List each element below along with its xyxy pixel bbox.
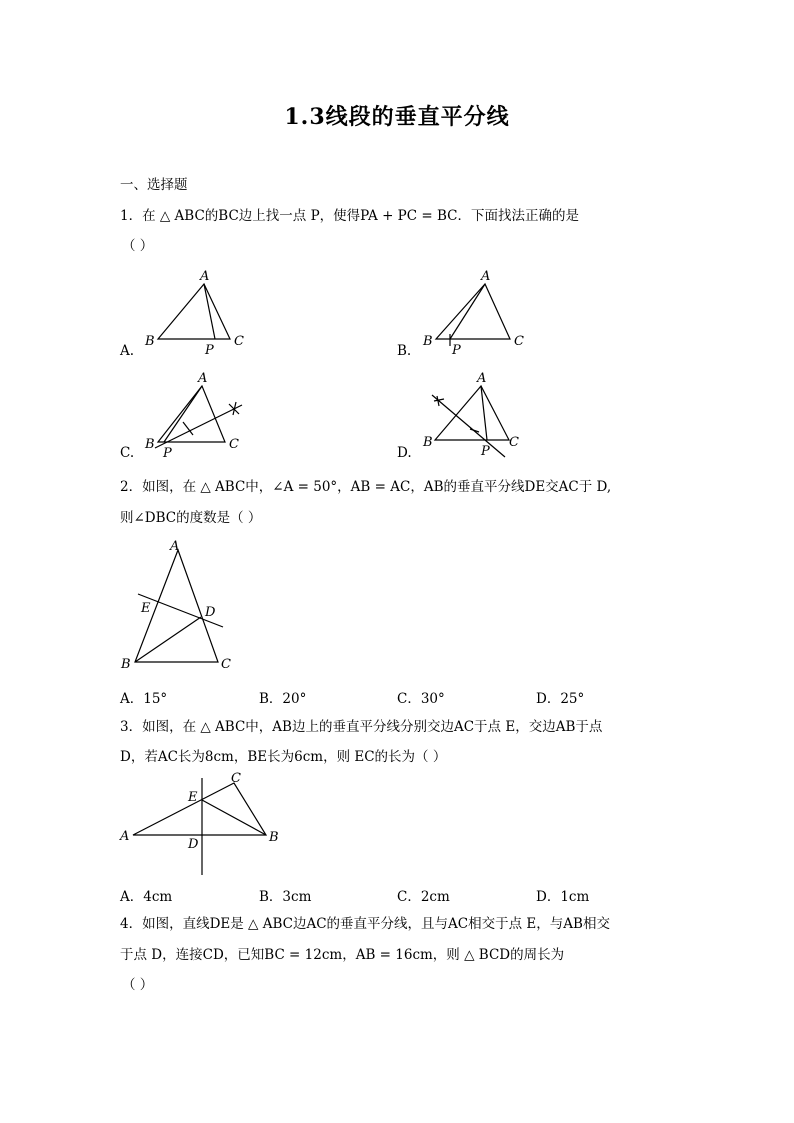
section-heading: 一、选择题 — [120, 177, 188, 193]
label-c: C — [509, 435, 519, 450]
segment-ap — [481, 386, 487, 440]
label-e: E — [141, 601, 151, 616]
q3-option-a: A．4cm — [120, 889, 173, 905]
label-p: P — [452, 343, 461, 358]
label-c: C — [514, 334, 524, 349]
label-a: A — [477, 371, 487, 386]
bisector-line — [432, 395, 505, 457]
q1-text-line2: （ ） — [122, 238, 154, 254]
label-d: D — [188, 837, 199, 852]
q4-text-line1: 4．如图，直线DE是 △ ABC边AC的垂直平分线，且与AC相交于点 E，与AB相交 — [120, 916, 610, 932]
label-c: C — [221, 657, 231, 672]
label-a: A — [200, 269, 210, 284]
q2-text-line2: 则∠DBC的度数是（ ） — [120, 510, 262, 526]
label-b: B — [269, 830, 279, 845]
label-b: B — [145, 334, 155, 349]
q4-text-line2: 于点 D，连接CD，已知BC = 12cm，AB = 16cm，则 △ BCD的周长为 — [120, 947, 565, 963]
q3-text-line2: D，若AC长为8cm，BE长为6cm，则 EC的长为（ ） — [120, 749, 447, 765]
q1-option-c-figure — [140, 370, 260, 465]
label-c: C — [229, 437, 239, 452]
q1-text-line1: 1．在 △ ABC的BC边上找一点 P，使得PA + PC = BC．下面找法正确的是 — [120, 208, 579, 224]
q1-option-d-figure — [417, 370, 537, 465]
triangle-abc — [436, 284, 510, 339]
label-b: B — [423, 435, 433, 450]
q1-option-a-figure — [140, 268, 260, 363]
triangle-abc — [435, 386, 509, 440]
q3-option-d: D．1cm — [536, 889, 590, 905]
segment-ap — [204, 284, 215, 339]
label-e: E — [188, 790, 198, 805]
q2-option-b: B．20° — [259, 691, 307, 707]
q3-option-b: B．3cm — [259, 889, 312, 905]
label-a: A — [170, 539, 180, 554]
label-p: P — [163, 446, 172, 461]
q2-option-c: C．30° — [397, 691, 445, 707]
label-c: C — [231, 771, 241, 786]
q1-option-a-label: A. — [120, 343, 135, 359]
q3-option-c: C．2cm — [397, 889, 450, 905]
segment-ap — [450, 284, 485, 339]
segment-bd — [135, 617, 201, 662]
label-d: D — [205, 605, 216, 620]
label-c: C — [234, 334, 244, 349]
label-a: A — [198, 371, 208, 386]
q2-figure — [118, 538, 248, 678]
label-b: B — [121, 657, 131, 672]
q1-option-d-label: D. — [397, 445, 412, 461]
segment-be — [202, 800, 266, 835]
triangle-abc — [133, 783, 266, 835]
q2-text-line1: 2．如图，在 △ ABC中，∠A = 50°，AB = AC，AB的垂直平分线DE交AC于 D, — [120, 479, 612, 495]
page-title: 1.3线段的垂直平分线 — [284, 104, 510, 130]
q1-option-b-label: B. — [397, 343, 412, 359]
q2-option-a: A．15° — [120, 691, 168, 707]
triangle-abc — [158, 284, 230, 339]
q4-text-line3: （ ） — [122, 977, 154, 993]
q3-figure — [118, 770, 288, 880]
label-p: P — [205, 343, 214, 358]
label-b: B — [423, 334, 433, 349]
q2-option-d: D．25° — [536, 691, 585, 707]
label-p: P — [481, 444, 490, 459]
q3-text-line1: 3．如图，在 △ ABC中，AB边上的垂直平分线分别交边AC于点 E，交边AB于点 — [120, 719, 603, 735]
label-a: A — [481, 269, 491, 284]
q1-option-c-label: C. — [120, 445, 135, 461]
label-a: A — [120, 829, 130, 844]
label-b: B — [145, 437, 155, 452]
q1-option-b-figure — [417, 268, 537, 363]
